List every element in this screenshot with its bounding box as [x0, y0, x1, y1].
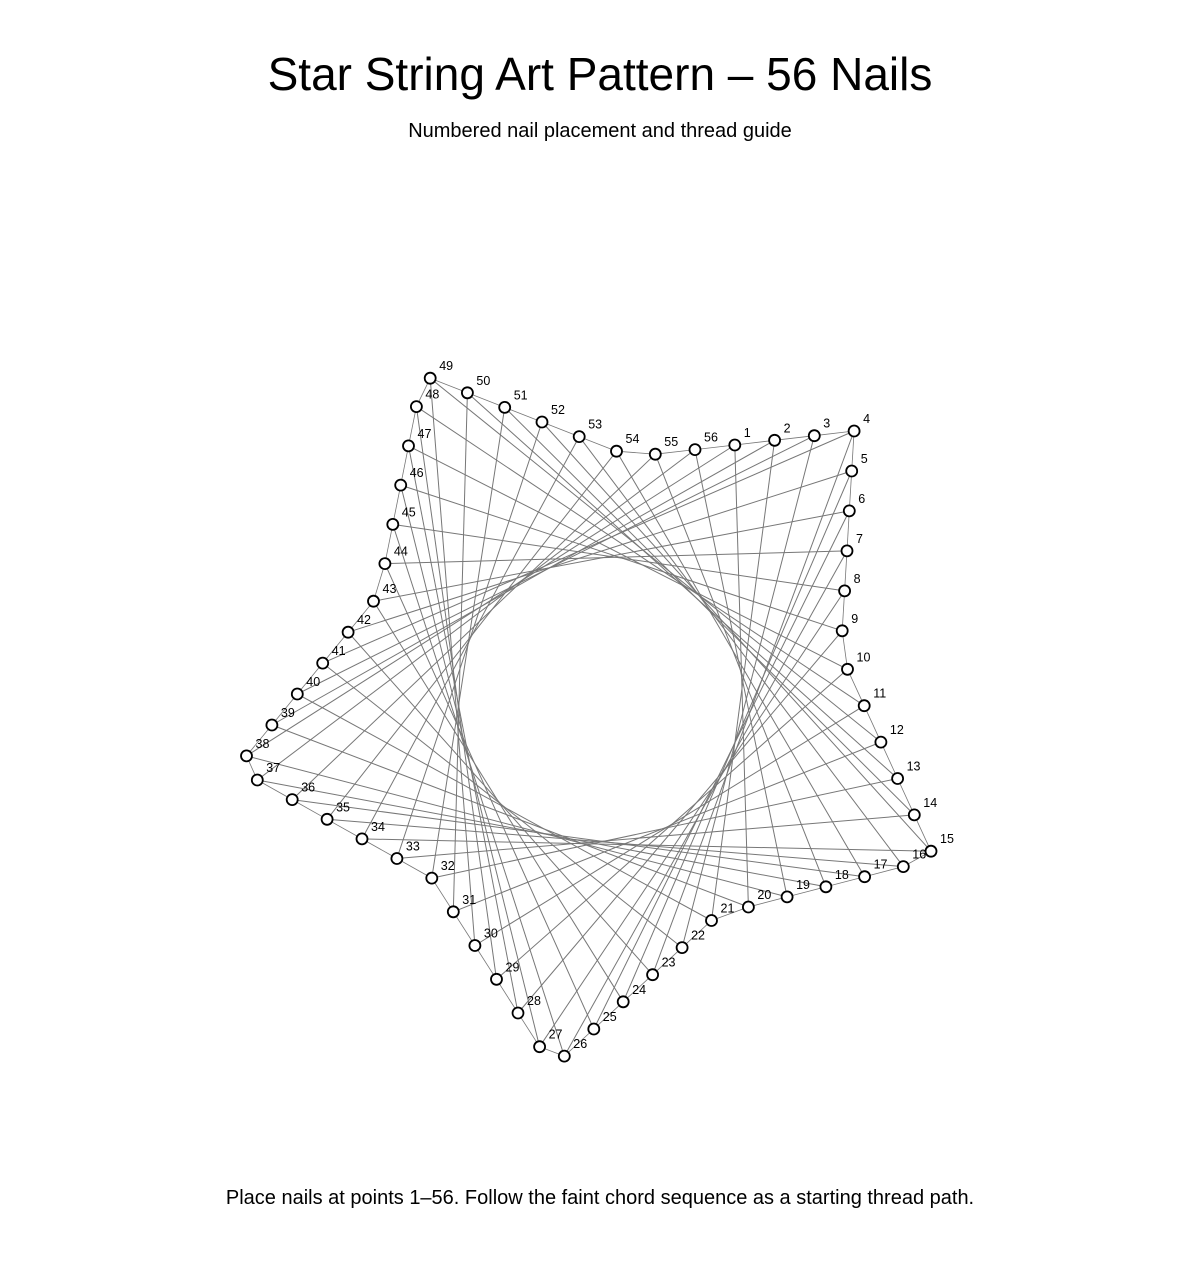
nail-label: 19 [796, 877, 811, 892]
nail-13 [892, 773, 903, 784]
nail-50 [462, 387, 473, 398]
thread-chord [374, 601, 624, 1002]
nail-label: 31 [462, 892, 477, 907]
nails [241, 373, 937, 1062]
thread-chord [362, 437, 579, 839]
nail-32 [426, 873, 437, 884]
nail-40 [292, 689, 303, 700]
nail-label: 28 [527, 994, 541, 1008]
nail-label: 4 [863, 412, 871, 426]
thread-chord [416, 407, 496, 980]
nail-52 [537, 417, 548, 428]
nail-label: 46 [409, 466, 424, 481]
nail-label: 21 [720, 901, 735, 916]
thread-chord [348, 471, 852, 632]
nail-43 [368, 596, 379, 607]
nail-7 [842, 545, 853, 556]
nail-38 [241, 750, 252, 761]
nail-label: 3 [823, 416, 831, 431]
nail-label: 33 [405, 839, 420, 854]
thread-chord [327, 451, 616, 819]
nail-25 [588, 1024, 599, 1035]
nail-label: 17 [873, 857, 888, 872]
nail-label: 5 [860, 452, 868, 466]
nail-22 [677, 942, 688, 953]
nail-label: 32 [440, 859, 455, 874]
nail-label: 14 [923, 795, 938, 810]
thread-chord [247, 756, 788, 897]
nail-36 [287, 794, 298, 805]
nail-44 [379, 558, 390, 569]
nail-56 [690, 444, 701, 455]
nail-16 [898, 861, 909, 872]
nail-20 [743, 902, 754, 913]
nail-label: 29 [505, 960, 520, 975]
nail-label: 51 [513, 388, 528, 403]
nail-label: 40 [306, 675, 321, 689]
nail-label: 16 [912, 847, 927, 862]
nail-39 [266, 720, 277, 731]
thread-chords [247, 378, 932, 1056]
thread-chord [409, 446, 848, 669]
nail-24 [618, 996, 629, 1007]
nail-label: 39 [280, 706, 295, 720]
thread-chord [382, 564, 594, 1029]
nail-label: 45 [401, 505, 416, 520]
nail-5 [846, 466, 857, 477]
nail-label: 48 [425, 387, 440, 402]
nail-18 [820, 881, 831, 892]
nail-14 [909, 809, 920, 820]
nail-label: 12 [889, 723, 904, 738]
nail-label: 53 [588, 417, 603, 432]
nail-6 [844, 505, 855, 516]
thread-chord [297, 436, 814, 694]
page-caption: Place nails at points 1–56. Follow the faint chord sequence as a starting thread path. [225, 1187, 975, 1209]
nail-45 [387, 519, 398, 530]
nail-21 [706, 915, 717, 926]
nail-1 [729, 440, 740, 451]
nail-label: 36 [301, 780, 316, 795]
nail-53 [574, 431, 585, 442]
nail-3 [809, 430, 820, 441]
nail-label: 35 [336, 800, 351, 815]
thread-chord [272, 440, 775, 725]
nail-label: 13 [906, 759, 921, 774]
nail-label: 49 [439, 359, 454, 374]
nail-2 [769, 435, 780, 446]
thread-chord [682, 436, 814, 948]
nail-12 [875, 737, 886, 748]
nail-label: 41 [331, 644, 346, 659]
nail-label: 23 [661, 955, 676, 970]
nail-label: 43 [382, 582, 397, 597]
nail-11 [859, 700, 870, 711]
nail-label: 38 [255, 736, 270, 751]
thread-chord [393, 524, 565, 1056]
nail-49 [425, 373, 436, 384]
thread-chord [416, 407, 864, 706]
nail-labels [256, 359, 954, 1051]
nail-48 [411, 401, 422, 412]
thread-chord [393, 524, 845, 591]
nail-label: 25 [602, 1010, 617, 1024]
nail-label: 34 [371, 819, 385, 834]
nail-label: 22 [691, 928, 706, 943]
nail-label: 11 [873, 686, 887, 701]
nail-8 [839, 585, 850, 596]
nail-label: 27 [548, 1027, 563, 1042]
nail-label: 54 [625, 432, 640, 447]
nail-label: 55 [664, 435, 679, 450]
page-subtitle: Numbered nail placement and thread guide [408, 120, 792, 142]
nail-4 [849, 426, 860, 437]
nail-27 [534, 1041, 545, 1052]
nail-42 [343, 627, 354, 638]
nail-label: 52 [551, 403, 565, 417]
nail-35 [322, 814, 333, 825]
nail-29 [491, 974, 502, 985]
nail-label: 44 [393, 544, 408, 559]
nail-10 [842, 664, 853, 675]
nail-26 [559, 1051, 570, 1062]
nail-label: 47 [417, 426, 432, 441]
nail-label: 30 [483, 926, 498, 941]
nail-46 [395, 480, 406, 491]
nail-label: 15 [940, 832, 954, 847]
nail-34 [357, 833, 368, 844]
nail-label: 2 [783, 421, 791, 436]
thread-chord [257, 450, 695, 780]
nail-label: 7 [856, 531, 863, 546]
nail-label: 26 [573, 1037, 588, 1052]
nail-label: 24 [632, 982, 647, 997]
nail-47 [403, 440, 414, 451]
nail-label: 10 [856, 650, 871, 665]
nail-label: 6 [858, 491, 866, 506]
nail-9 [837, 625, 848, 636]
page-title: Star String Art Pattern – 56 Nails [267, 48, 933, 100]
nail-15 [926, 846, 937, 857]
nail-label: 1 [743, 426, 751, 440]
nail-55 [650, 449, 661, 460]
nail-31 [448, 906, 459, 917]
nail-label: 56 [704, 430, 718, 445]
nail-label: 42 [357, 613, 372, 628]
thread-chord [579, 437, 903, 867]
nail-51 [499, 402, 510, 413]
nail-17 [859, 871, 870, 882]
nail-37 [252, 775, 263, 786]
nail-19 [782, 891, 793, 902]
thread-chord [247, 445, 735, 756]
thread-chord [272, 725, 749, 907]
nail-33 [391, 853, 402, 864]
nail-28 [513, 1008, 524, 1019]
nail-label: 20 [757, 888, 772, 902]
nail-label: 37 [266, 761, 281, 775]
nail-23 [647, 969, 658, 980]
nail-label: 18 [834, 867, 849, 882]
nail-label: 9 [851, 611, 859, 626]
nail-30 [469, 940, 480, 951]
nail-54 [611, 446, 622, 457]
nail-label: 8 [853, 571, 861, 586]
nail-label: 50 [476, 373, 491, 388]
nail-41 [317, 658, 328, 669]
